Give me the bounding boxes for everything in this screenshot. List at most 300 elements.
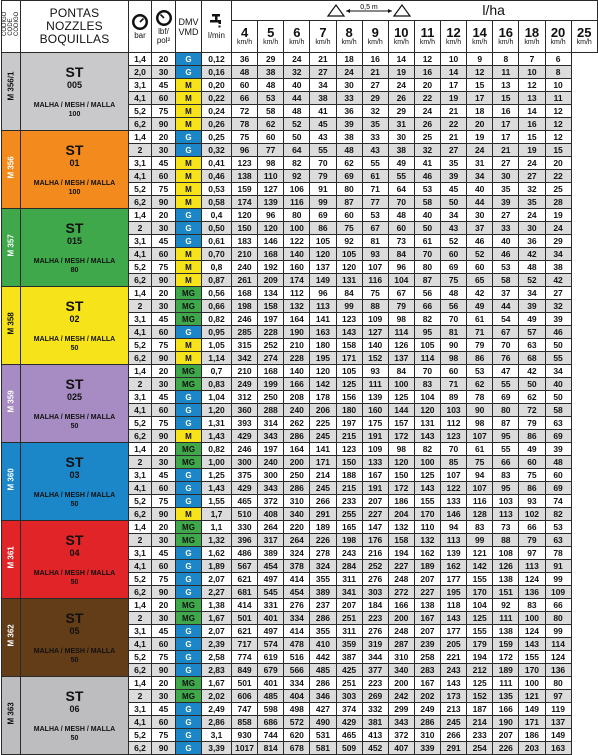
rate-lha: 45 (441, 183, 467, 196)
rate-lha: 70 (310, 157, 336, 170)
rate-lha: 240 (258, 456, 284, 469)
pressure-lbf: 30 (152, 222, 176, 235)
rate-lha: 21 (362, 66, 388, 79)
lha-header (232, 1, 598, 21)
rate-lha: 112 (284, 287, 310, 300)
rate-lha: 158 (336, 339, 362, 352)
rate-lha: 35 (519, 196, 545, 209)
dmv-header: DMV VMD (176, 1, 202, 53)
rate-lha: 46 (493, 248, 519, 261)
rate-lha: 13 (519, 92, 545, 105)
pressure-lbf: 20 (152, 287, 176, 300)
rate-lha: 227 (362, 508, 388, 521)
droplet-class-badge: G (176, 703, 202, 716)
nozzle-code: M 363 (2, 677, 21, 755)
rate-lha: 46 (467, 235, 493, 248)
rate-lha: 48 (441, 287, 467, 300)
rate-lha: 191 (362, 482, 388, 495)
pressure-bar: 4,1 (129, 170, 152, 183)
droplet-class-badge: G (176, 222, 202, 235)
rate-lha: 53 (362, 209, 388, 222)
pressure-bar: 6,2 (129, 196, 152, 209)
droplet-class-badge: M (176, 105, 202, 118)
rate-lha: 142 (467, 560, 493, 573)
rate-lha: 61 (362, 170, 388, 183)
droplet-class-badge: MG (176, 443, 202, 456)
pressure-bar: 5,2 (129, 573, 152, 586)
rate-lha: 55 (388, 170, 414, 183)
rate-lha: 159 (493, 638, 519, 651)
rate-lha: 137 (388, 352, 414, 365)
rate-lha: 501 (232, 677, 258, 690)
flow-lmin: 0,4 (202, 209, 232, 222)
rate-lha: 175 (362, 417, 388, 430)
flow-lmin: 0,66 (202, 300, 232, 313)
rate-lha: 278 (310, 547, 336, 560)
rate-lha: 251 (336, 612, 362, 625)
rate-lha: 30 (493, 170, 519, 183)
rate-lha: 172 (388, 430, 414, 443)
rate-lha: 55 (493, 378, 519, 391)
rate-lha: 152 (362, 352, 388, 365)
rate-lha: 717 (232, 638, 258, 651)
rate-lha: 286 (310, 612, 336, 625)
pressure-bar: 2 (129, 144, 152, 157)
pressure-lbf: 45 (152, 469, 176, 482)
rate-lha: 42 (467, 287, 493, 300)
flow-lmin: 0,16 (202, 66, 232, 79)
nozzle-name: ST 02 MALHA / MESH / MALLA 50 (21, 287, 129, 365)
rate-lha: 111 (362, 378, 388, 391)
droplet-class-badge: M (176, 261, 202, 274)
table-row (2, 53, 598, 66)
table-row (2, 131, 598, 144)
bar-header (129, 1, 152, 53)
rate-lha: 37 (467, 222, 493, 235)
rate-lha: 98 (258, 157, 284, 170)
pressure-bar: 5,2 (129, 183, 152, 196)
pressure-bar: 6,2 (129, 430, 152, 443)
flow-lmin: 0,61 (202, 235, 232, 248)
rate-lha: 50 (545, 339, 571, 352)
rate-lha: 84 (336, 287, 362, 300)
flow-lmin: 1,67 (202, 677, 232, 690)
rate-lha: 56 (414, 287, 440, 300)
rate-lha: 34 (519, 287, 545, 300)
rate-lha: 82 (545, 508, 571, 521)
rate-lha: 26 (414, 118, 440, 131)
rate-lha: 303 (362, 586, 388, 599)
pressure-lbf: 60 (152, 92, 176, 105)
rate-lha: 110 (258, 170, 284, 183)
droplet-class-badge: MG (176, 690, 202, 703)
rate-lha: 55 (493, 443, 519, 456)
rate-lha: 114 (388, 326, 414, 339)
rate-lha: 125 (467, 677, 493, 690)
rate-lha: 200 (388, 612, 414, 625)
rate-lha: 137 (545, 716, 571, 729)
speed-11: 11 km/h (414, 21, 440, 53)
rate-lha: 372 (258, 495, 284, 508)
pressure-bar: 3,1 (129, 625, 152, 638)
pressure-lbf: 90 (152, 664, 176, 677)
rate-lha: 77 (258, 144, 284, 157)
rate-lha: 206 (310, 404, 336, 417)
rate-lha: 53 (258, 92, 284, 105)
pressure-lbf: 75 (152, 261, 176, 274)
rate-lha: 53 (467, 365, 493, 378)
rate-lha: 19 (519, 144, 545, 157)
rate-lha: 189 (414, 560, 440, 573)
rate-lha: 123 (441, 430, 467, 443)
flow-lmin: 1,89 (202, 560, 232, 573)
rate-lha: 172 (493, 651, 519, 664)
rate-lha: 112 (441, 417, 467, 430)
pressure-lbf: 75 (152, 729, 176, 742)
rate-lha: 53 (545, 521, 571, 534)
droplet-class-badge: G (176, 209, 202, 222)
rate-lha: 96 (232, 144, 258, 157)
rate-lha: 52 (467, 248, 493, 261)
rate-lha: 545 (258, 586, 284, 599)
rate-lha: 250 (284, 469, 310, 482)
rate-lha: 204 (388, 508, 414, 521)
pressure-bar: 5,2 (129, 651, 152, 664)
rate-lha: 167 (362, 469, 388, 482)
flow-lmin: 2,49 (202, 703, 232, 716)
pressure-bar: 5,2 (129, 105, 152, 118)
rate-lha: 120 (310, 248, 336, 261)
rate-lha: 97 (545, 690, 571, 703)
rate-lha: 208 (284, 391, 310, 404)
flow-lmin: 1,05 (202, 339, 232, 352)
rate-lha: 44 (284, 92, 310, 105)
rate-lha: 147 (362, 521, 388, 534)
rate-lha: 76 (493, 352, 519, 365)
flow-lmin: 0,50 (202, 222, 232, 235)
flow-lmin: 0,32 (202, 144, 232, 157)
rate-lha: 159 (232, 183, 258, 196)
rate-lha: 70 (414, 365, 440, 378)
rate-lha: 54 (493, 313, 519, 326)
rate-lha: 83 (493, 469, 519, 482)
droplet-class-badge: G (176, 53, 202, 66)
rate-lha: 509 (336, 742, 362, 755)
flow-lmin: 0,46 (202, 170, 232, 183)
rate-lha: 82 (284, 157, 310, 170)
rate-lha: 166 (493, 703, 519, 716)
rate-lha: 52 (284, 118, 310, 131)
rate-lha: 49 (519, 443, 545, 456)
rate-lha: 172 (388, 482, 414, 495)
rate-lha: 135 (493, 690, 519, 703)
rate-lha: 404 (284, 690, 310, 703)
flow-lmin: 1,67 (202, 612, 232, 625)
rate-lha: 78 (232, 118, 258, 131)
pressure-bar: 3,1 (129, 703, 152, 716)
rate-lha: 28 (545, 196, 571, 209)
rate-lha: 19 (388, 66, 414, 79)
droplet-class-badge: G (176, 742, 202, 755)
rate-lha: 52 (519, 274, 545, 287)
rate-lha: 62 (336, 157, 362, 170)
rate-lha: 572 (284, 716, 310, 729)
rate-lha: 49 (519, 313, 545, 326)
rate-lha: 389 (310, 586, 336, 599)
rate-lha: 94 (467, 469, 493, 482)
rate-lha: 109 (362, 443, 388, 456)
rate-lha: 140 (284, 365, 310, 378)
rate-lha: 41 (310, 105, 336, 118)
speed-20: 20 km/h (545, 21, 571, 53)
rate-lha: 83 (519, 599, 545, 612)
rate-lha: 261 (232, 274, 258, 287)
rate-lha: 149 (310, 274, 336, 287)
lmin-unit: l/min (208, 31, 225, 40)
rate-lha: 174 (284, 274, 310, 287)
rate-lha: 152 (467, 690, 493, 703)
droplet-class-badge: M (176, 274, 202, 287)
rate-lha: 40 (284, 79, 310, 92)
rate-lha: 143 (519, 638, 545, 651)
rate-lha: 106 (284, 183, 310, 196)
rate-lha: 396 (232, 534, 258, 547)
rate-lha: 118 (441, 599, 467, 612)
rate-lha: 138 (232, 170, 258, 183)
rate-lha: 16 (362, 53, 388, 66)
rate-lha: 63 (545, 417, 571, 430)
rate-lha: 343 (388, 716, 414, 729)
rate-lha: 86 (467, 352, 493, 365)
rate-lha: 465 (336, 729, 362, 742)
rate-lha: 104 (467, 599, 493, 612)
rate-lha: 72 (232, 105, 258, 118)
rate-lha: 132 (284, 300, 310, 313)
rate-lha: 83 (467, 521, 493, 534)
rate-lha: 158 (258, 300, 284, 313)
pressure-bar: 1,4 (129, 677, 152, 690)
rate-lha: 69 (493, 391, 519, 404)
pressure-lbf: 90 (152, 508, 176, 521)
flow-lmin: 0,24 (202, 105, 232, 118)
rate-lha: 258 (414, 651, 440, 664)
rate-lha: 58 (545, 404, 571, 417)
rate-lha: 170 (467, 586, 493, 599)
rate-lha: 143 (441, 677, 467, 690)
rate-lha: 75 (362, 287, 388, 300)
pressure-lbf: 75 (152, 339, 176, 352)
rate-lha: 207 (362, 495, 388, 508)
rate-lha: 69 (545, 430, 571, 443)
rate-lha: 324 (284, 547, 310, 560)
rate-lha: 81 (441, 326, 467, 339)
rate-lha: 127 (258, 183, 284, 196)
rate-lha: 215 (336, 430, 362, 443)
rate-lha: 37 (493, 287, 519, 300)
rate-lha: 355 (310, 573, 336, 586)
rate-lha: 75 (232, 131, 258, 144)
droplet-class-badge: G (176, 638, 202, 651)
rate-lha: 139 (441, 547, 467, 560)
rate-lha: 342 (232, 352, 258, 365)
pressure-bar: 6,2 (129, 274, 152, 287)
flow-lmin: 3,1 (202, 729, 232, 742)
flow-lmin: 1,20 (202, 404, 232, 417)
speed-9: 9 km/h (362, 21, 388, 53)
rate-lha: 113 (519, 560, 545, 573)
rate-lha: 95 (493, 482, 519, 495)
rate-lha: 121 (519, 690, 545, 703)
rate-lha: 188 (336, 469, 362, 482)
flow-lmin: 2,02 (202, 690, 232, 703)
rate-lha: 136 (519, 586, 545, 599)
pressure-bar: 1,4 (129, 521, 152, 534)
droplet-class-badge: MG (176, 534, 202, 547)
rate-lha: 131 (336, 274, 362, 287)
rate-lha: 227 (388, 560, 414, 573)
rate-lha: 24 (545, 222, 571, 235)
pressure-bar: 2 (129, 300, 152, 313)
rate-lha: 286 (284, 430, 310, 443)
rate-lha: 50 (441, 196, 467, 209)
rate-lha: 143 (441, 612, 467, 625)
pressure-lbf: 30 (152, 690, 176, 703)
rate-lha: 96 (388, 261, 414, 274)
droplet-class-badge: G (176, 391, 202, 404)
flow-lmin: 0,95 (202, 326, 232, 339)
rate-lha: 24 (336, 66, 362, 79)
rate-lha: 34 (467, 170, 493, 183)
pressure-lbf: 20 (152, 209, 176, 222)
rate-lha: 141 (310, 443, 336, 456)
rate-lha: 80 (414, 261, 440, 274)
rate-lha: 79 (467, 339, 493, 352)
rate-lha: 387 (336, 651, 362, 664)
rate-lha: 252 (362, 560, 388, 573)
table-row (2, 287, 598, 300)
rate-lha: 170 (414, 508, 440, 521)
nozzle-header: PONTAS NOZZLES BOQUILLAS (21, 1, 129, 53)
nozzle-name: ST 015 MALHA / MESH / MALLA 80 (21, 209, 129, 287)
droplet-class-badge: MG (176, 599, 202, 612)
droplet-class-badge: G (176, 404, 202, 417)
rate-lha: 198 (336, 534, 362, 547)
rate-lha: 146 (441, 508, 467, 521)
rate-lha: 139 (258, 196, 284, 209)
rate-lha: 303 (336, 690, 362, 703)
rate-lha: 114 (545, 638, 571, 651)
rate-lha: 286 (284, 482, 310, 495)
rate-lha: 179 (467, 638, 493, 651)
rate-lha: 56 (441, 300, 467, 313)
rate-lha: 254 (467, 742, 493, 755)
rate-lha: 66 (519, 521, 545, 534)
droplet-class-badge: M (176, 92, 202, 105)
rate-lha: 80 (336, 183, 362, 196)
rate-lha: 123 (336, 443, 362, 456)
rate-lha: 18 (336, 53, 362, 66)
rate-lha: 442 (310, 651, 336, 664)
rate-lha: 199 (258, 378, 284, 391)
rate-lha: 70 (441, 313, 467, 326)
pressure-bar: 5,2 (129, 729, 152, 742)
rate-lha: 312 (232, 391, 258, 404)
pressure-lbf: 90 (152, 118, 176, 131)
rate-lha: 55 (545, 352, 571, 365)
rate-lha: 27 (310, 66, 336, 79)
rate-lha: 15 (493, 92, 519, 105)
pressure-bar: 3,1 (129, 391, 152, 404)
rate-lha: 233 (467, 729, 493, 742)
rate-lha: 107 (467, 430, 493, 443)
droplet-class-badge: G (176, 235, 202, 248)
flow-lmin: 1,25 (202, 469, 232, 482)
nozzle-code: M 360 (2, 443, 21, 521)
rate-lha: 245 (310, 430, 336, 443)
rate-lha: 485 (310, 664, 336, 677)
speed-6: 6 km/h (284, 21, 310, 53)
flow-lmin: 0,22 (202, 92, 232, 105)
droplet-class-badge: G (176, 469, 202, 482)
pressure-lbf: 60 (152, 404, 176, 417)
rate-lha: 186 (388, 495, 414, 508)
rate-lha: 138 (493, 625, 519, 638)
rate-lha: 55 (310, 144, 336, 157)
rate-lha: 216 (362, 547, 388, 560)
rate-lha: 22 (441, 118, 467, 131)
rate-lha: 19 (467, 131, 493, 144)
rate-lha: 39 (493, 196, 519, 209)
rate-lha: 12 (545, 105, 571, 118)
pressure-bar: 3,1 (129, 313, 152, 326)
rate-lha: 36 (519, 235, 545, 248)
rate-lha: 32 (284, 66, 310, 79)
rate-lha: 38 (388, 144, 414, 157)
rate-lha: 407 (388, 742, 414, 755)
rate-lha: 332 (362, 703, 388, 716)
rate-lha: 90 (441, 339, 467, 352)
droplet-class-badge: M (176, 352, 202, 365)
pressure-lbf: 60 (152, 482, 176, 495)
rate-lha: 15 (545, 144, 571, 157)
rate-lha: 228 (258, 326, 284, 339)
pressure-bar: 6,2 (129, 664, 152, 677)
droplet-class-badge: G (176, 66, 202, 79)
flow-lmin: 2,86 (202, 716, 232, 729)
pressure-lbf: 75 (152, 495, 176, 508)
pressure-lbf: 90 (152, 742, 176, 755)
nozzle-name: ST 03 MALHA / MESH / MALLA 50 (21, 443, 129, 521)
flow-lmin: 1,7 (202, 508, 232, 521)
rate-lha: 220 (284, 521, 310, 534)
rate-lha: 146 (258, 235, 284, 248)
rate-lha: 82 (414, 313, 440, 326)
rate-lha: 334 (284, 612, 310, 625)
rate-lha: 317 (258, 534, 284, 547)
rate-lha: 64 (284, 144, 310, 157)
pressure-lbf: 60 (152, 560, 176, 573)
rate-lha: 58 (493, 274, 519, 287)
rate-lha: 285 (232, 326, 258, 339)
pressure-gauge-icon (131, 13, 149, 31)
rate-lha: 34 (545, 365, 571, 378)
pressure-lbf: 30 (152, 612, 176, 625)
rate-lha: 299 (388, 703, 414, 716)
rate-lha: 173 (441, 690, 467, 703)
pressure-lbf: 45 (152, 547, 176, 560)
rate-lha: 237 (310, 599, 336, 612)
rate-lha: 85 (441, 456, 467, 469)
